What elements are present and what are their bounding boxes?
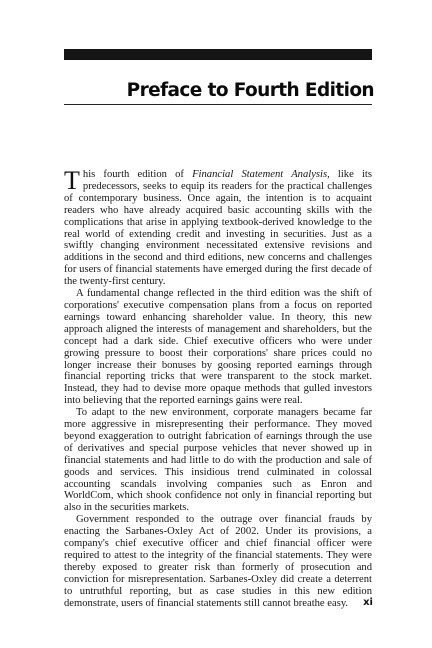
paragraph-1-text-rest: like its predecessors, seeks to equip its readers for the practical challenges of contemporary business. Once again, the intention is to acquaint readers who have already acquired basic accounting skills with the complications that arise in applying textbook-derived knowledge to the real world of extending credit and investing in securities. Just as a swiftly changing environment necessitated extensive revisions and additions in the second and third editions, new concerns and challenges for users of financial statements have emerged during the first decade of the twenty-first century. [64,169,372,288]
chapter-title: Preface to Fourth Edition [126,80,374,101]
title-underline [64,104,372,105]
paragraph-2: A fundamental change reflected in the third edition was the shift of corporations' executive compensation plans from a focus on reported earnings toward enhancing shareholder value. In theory, this new approach aligned the interests of management and shareholders, but the concept had a dark side. Chief executive officers who were under growing pressure to boost their corporations' share prices could no longer increase their bonuses by goosing reported earnings through financial reporting tricks that were transparent to the stock market. Instead, they had to devise more opaque methods that gulled investors into believing that the reported earnings gains were real. [64,288,372,407]
drop-cap: T [64,166,80,195]
paragraph-4: Government responded to the outrage over financial frauds by enacting the Sarbanes-Oxley Act of 2002. Under its provisions, a company's chief executive officer and chief financial officer were required to attest to the integrity of the financial statements. They were thereby exposed to greater risk than formerly of prosecution and conviction for misrepresentation. Sarbanes-Oxley did create a deterrent to untruthful reporting, but as case studies in this new edition demonstrate, users of financial statements still cannot breathe easy. [64,514,372,609]
paragraph-3: To adapt to the new environment, corporate managers became far more aggressive in misrepresenting their performance. They moved beyond exaggeration to outright fabrication of earnings through the use of derivatives and special purpose vehicles that never showed up in financial statements and had little to do with the production and sale of goods and services. This insidious trend culminated in colossal accounting scandals involving companies such as Enron and WorldCom, which shook confidence not only in financial reporting but also in the securities markets. [64,407,372,514]
page-number: xi [363,597,373,608]
book-title-italic: Financial Statement Analysis, [192,169,330,180]
paragraph-1-text-start: his fourth edition of [82,169,193,180]
header-bar [64,49,372,60]
body-text [64,166,372,610]
paragraph-1 [64,166,372,288]
